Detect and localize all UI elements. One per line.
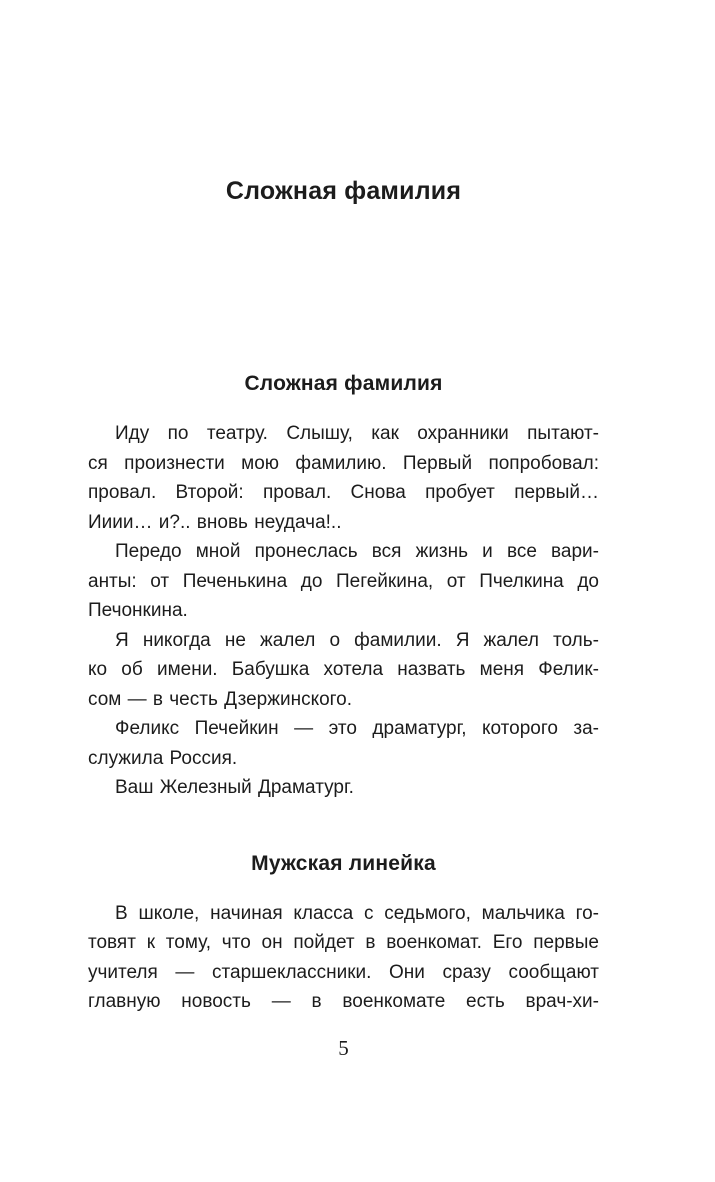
body-line: Печонкина. [88, 600, 188, 621]
body-line: учителя — старшеклассники. Они сразу сообщают [88, 961, 599, 983]
body-line: Передо мной пронеслась вся жизнь и все вари- [115, 541, 599, 562]
body-line: Иду по театру. Слышу, как охранники пытают- [115, 423, 599, 444]
section-heading: Сложная фамилия [244, 372, 443, 395]
paragraph [88, 773, 599, 803]
body-line: Я никогда не жалел о фамилии. Я жалел толь- [115, 629, 599, 651]
body-line: товят к тому, что он пойдет в военкомат. Его первые [88, 932, 599, 953]
body-line: Ииии… и?.. вновь неудача!.. [88, 511, 342, 533]
paragraph [88, 899, 599, 1017]
body-line: анты: от Печенькина до Пегейкина, от Пчелкина до [88, 570, 599, 592]
body-line: служила Россия. [88, 747, 238, 769]
body-line: В школе, начиная класса с седьмого, мальчика го- [115, 902, 599, 924]
page-number: 5 [338, 1035, 349, 1060]
body-line: ко об имени. Бабушка хотела назвать меня Фелик- [88, 659, 599, 680]
body-line: провал. Второй: провал. Снова пробует первый… [88, 482, 599, 503]
section-heading: Мужская линейка [251, 851, 436, 875]
paragraph [88, 419, 599, 537]
paragraph [88, 714, 599, 773]
body-line: сом — в честь Дзержинского. [88, 688, 353, 710]
text-column [88, 0, 599, 1061]
body-line: главную новость — в военкомате есть врач-хи- [88, 991, 599, 1012]
chapter-title: Сложная фамилия [225, 177, 462, 205]
paragraph [88, 537, 599, 626]
paragraph [88, 626, 599, 715]
body-line: ся произнести мою фамилию. Первый попробовал: [88, 452, 599, 474]
body-line: Феликс Печейкин — это драматург, которого за- [115, 718, 599, 739]
body-line: Ваш Железный Драматург. [115, 777, 354, 798]
